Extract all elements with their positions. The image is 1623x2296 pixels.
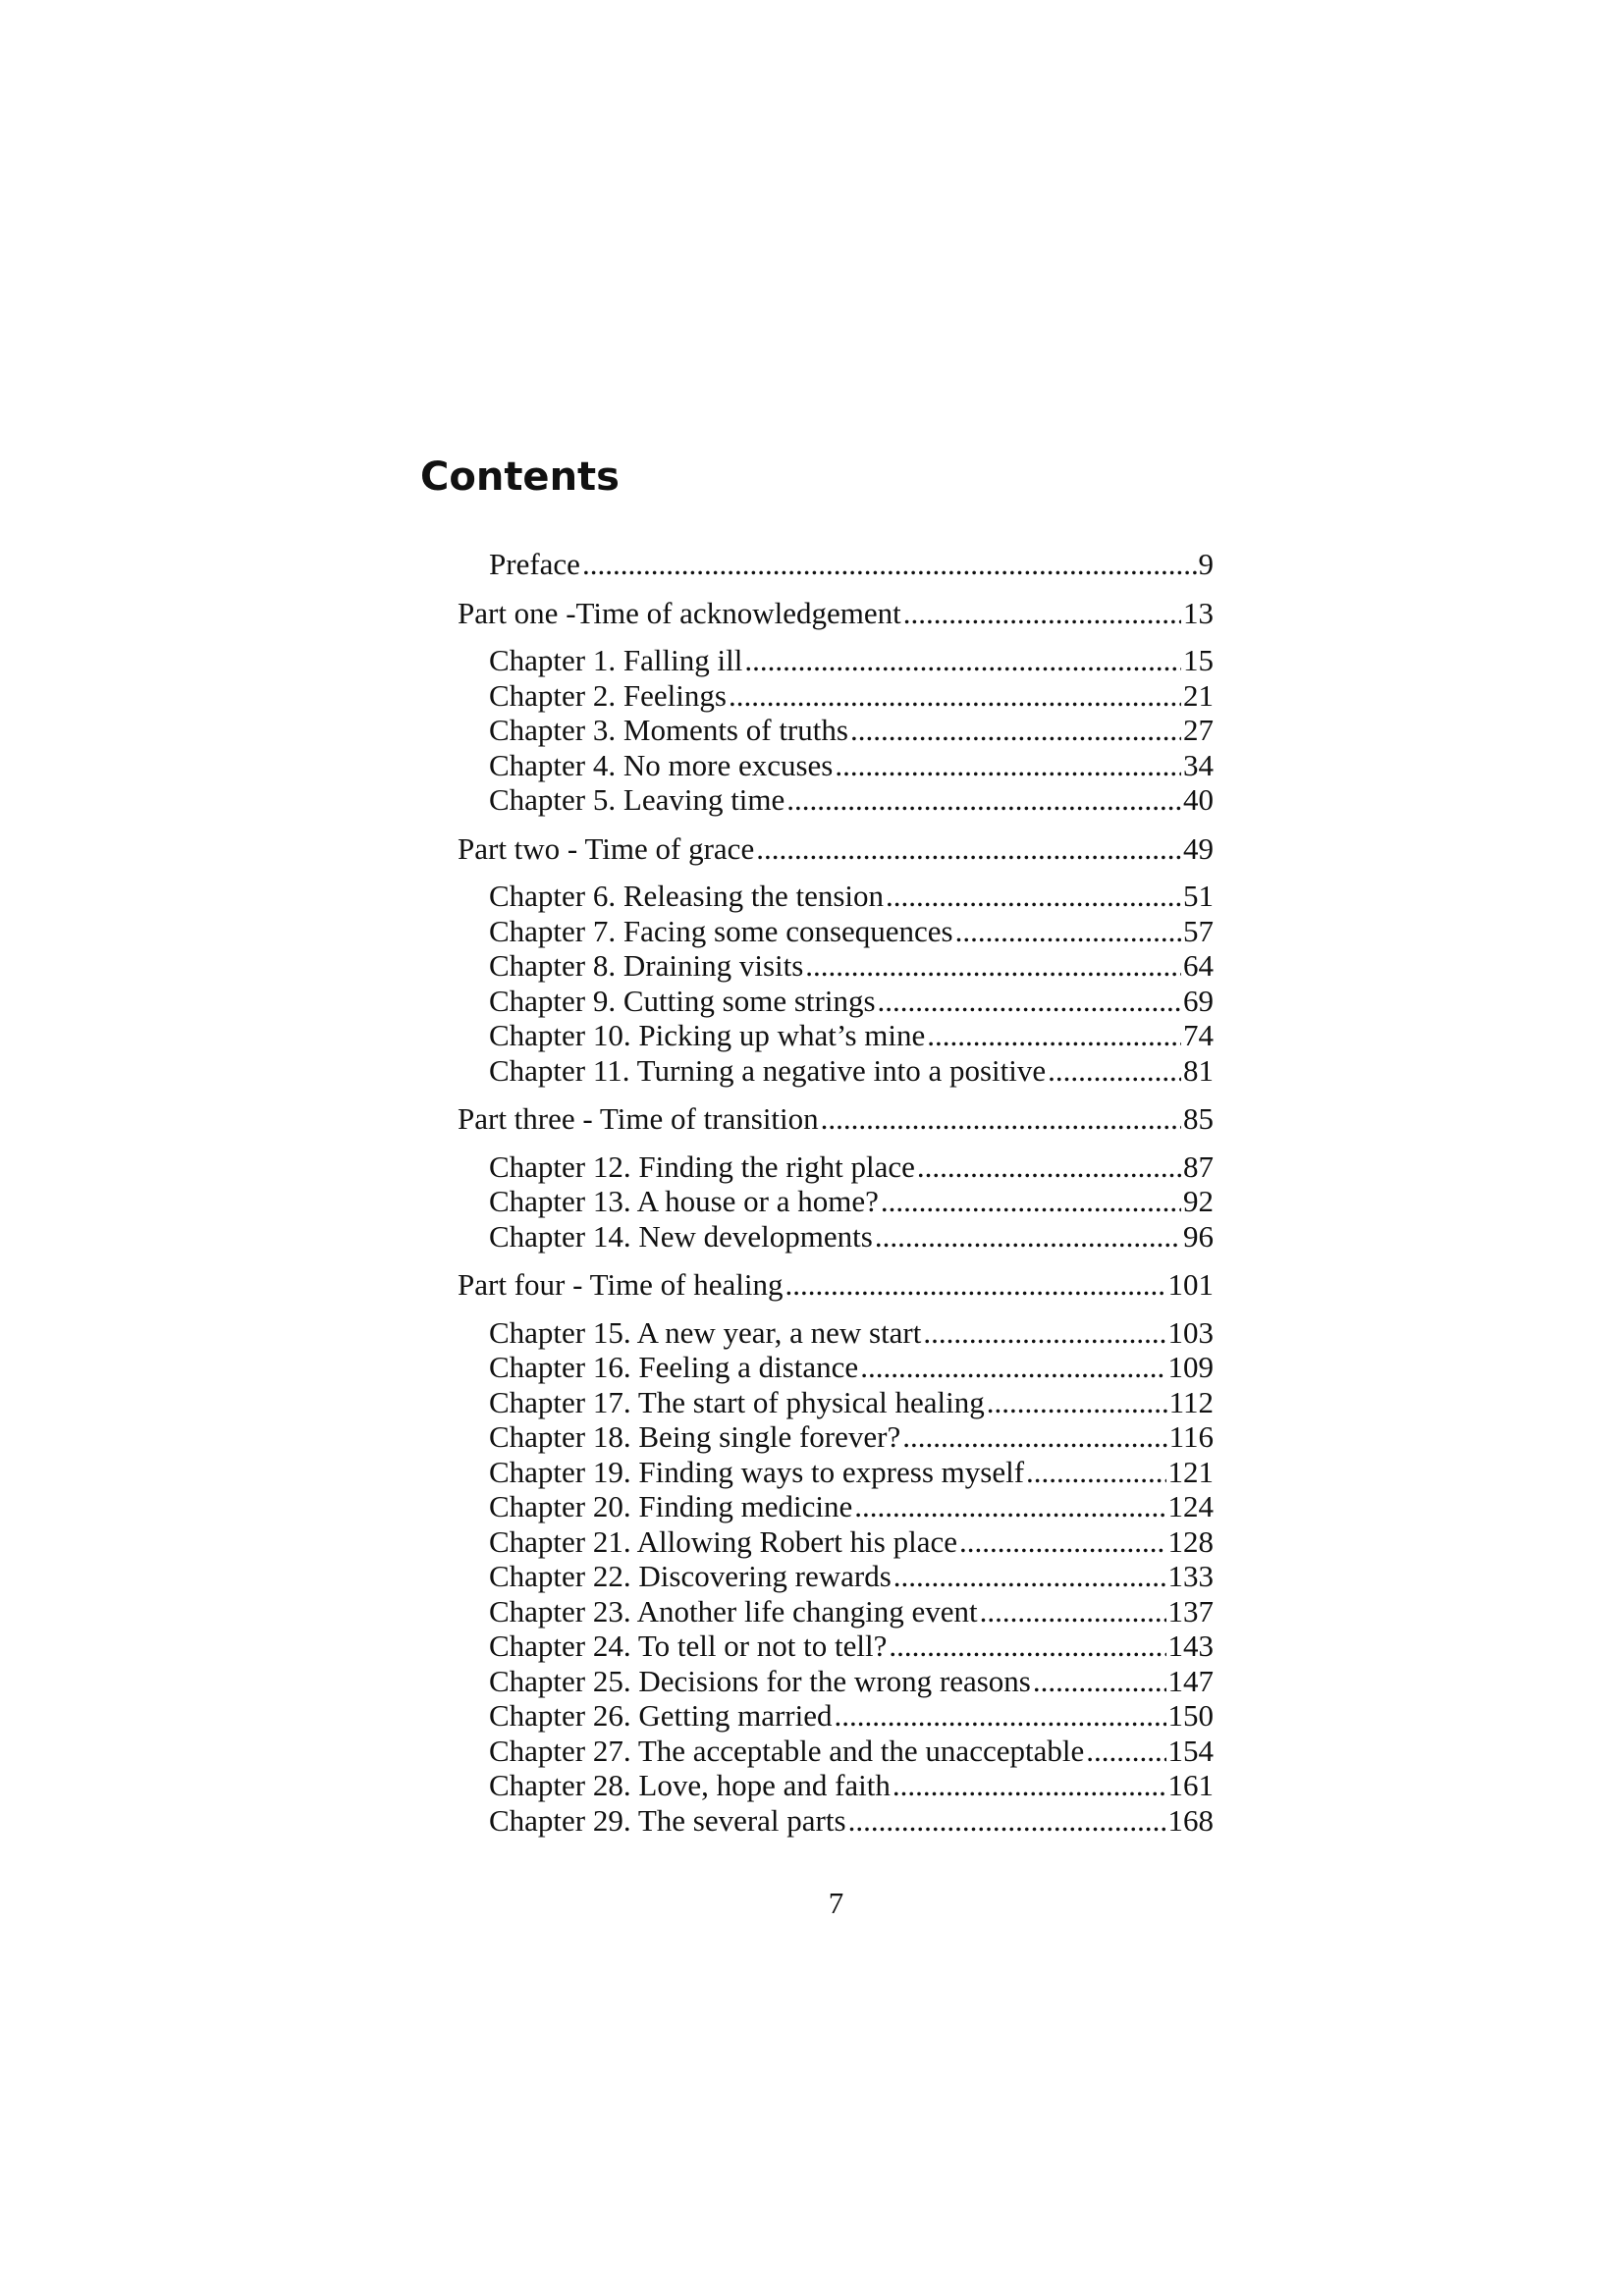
toc-chapter-page: 116	[1168, 1419, 1214, 1454]
dot-leader	[729, 678, 1181, 714]
toc-part-row	[458, 831, 1214, 867]
toc-chapter-row	[458, 1734, 1214, 1769]
dot-leader	[893, 1768, 1166, 1803]
toc-chapter-title: Chapter 27. The acceptable and the unacceptable	[489, 1733, 1085, 1768]
toc-chapter-title: Chapter 5. Leaving time	[489, 782, 785, 817]
table-of-contents	[458, 547, 1214, 1851]
toc-chapter-page: 21	[1183, 677, 1214, 713]
dot-leader	[881, 1184, 1181, 1219]
dot-leader	[835, 748, 1181, 783]
page-number: 7	[828, 1886, 844, 1920]
dot-leader	[1048, 1053, 1181, 1089]
dot-leader	[987, 1385, 1167, 1420]
dot-leader	[902, 1419, 1166, 1455]
dot-leader	[835, 1698, 1166, 1734]
toc-chapter-page: 27	[1183, 713, 1214, 747]
chapter-list	[458, 1149, 1214, 1255]
toc-part-title: Part four - Time of healing	[458, 1267, 784, 1302]
dot-leader	[927, 1018, 1181, 1053]
toc-chapter-page: 150	[1167, 1698, 1214, 1733]
toc-chapter-title: Chapter 1. Falling ill	[489, 643, 743, 677]
dot-leader	[854, 1489, 1165, 1524]
dot-leader	[785, 1267, 1166, 1303]
toc-chapter-page: 96	[1183, 1218, 1214, 1254]
toc-chapter-row	[458, 643, 1214, 678]
toc-chapter-row	[458, 1768, 1214, 1803]
toc-chapter-title: Chapter 14. New developments	[489, 1218, 873, 1254]
toc-entry-title: Preface	[489, 547, 580, 581]
toc-part-page: 101	[1167, 1267, 1214, 1302]
toc-chapter-page: 154	[1167, 1733, 1214, 1768]
dot-leader	[903, 596, 1181, 631]
toc-chapter-row	[458, 1455, 1214, 1490]
dot-leader	[860, 1350, 1165, 1385]
toc-chapter-title: Chapter 25. Decisions for the wrong reasons	[489, 1663, 1031, 1698]
toc-chapter-title: Chapter 4. No more excuses	[489, 747, 834, 782]
dot-leader	[821, 1101, 1181, 1137]
toc-chapter-page: 69	[1183, 983, 1214, 1018]
toc-chapter-title: Chapter 15. A new year, a new start	[489, 1314, 922, 1350]
toc-chapter-page: 133	[1167, 1559, 1214, 1593]
toc-chapter-row	[458, 1315, 1214, 1351]
toc-chapter-row	[458, 1489, 1214, 1524]
toc-chapter-row	[458, 782, 1214, 818]
toc-part-title: Part three - Time of transition	[458, 1101, 819, 1136]
dot-leader	[955, 914, 1181, 949]
dot-leader	[848, 1803, 1166, 1839]
toc-chapter-title: Chapter 22. Discovering rewards	[489, 1559, 892, 1593]
dot-leader	[875, 1219, 1181, 1255]
dot-leader	[850, 713, 1181, 748]
toc-part-title: Part two - Time of grace	[458, 830, 755, 866]
dot-leader	[886, 879, 1181, 914]
toc-chapter-page: 74	[1183, 1018, 1214, 1052]
toc-chapter-row	[458, 748, 1214, 783]
toc-chapter-row	[458, 1559, 1214, 1594]
toc-chapter-row	[458, 1594, 1214, 1629]
toc-part-row	[458, 1267, 1214, 1303]
toc-chapter-page: 109	[1167, 1350, 1214, 1384]
toc-chapter-row	[458, 1219, 1214, 1255]
toc-part-page: 49	[1183, 830, 1214, 866]
toc-chapter-row	[458, 678, 1214, 714]
toc-part	[458, 596, 1214, 818]
toc-chapter-page: 81	[1183, 1052, 1214, 1088]
chapter-list	[458, 643, 1214, 818]
toc-part-page: 13	[1183, 595, 1214, 630]
toc-chapter-row	[458, 1698, 1214, 1734]
toc-chapter-title: Chapter 10. Picking up what’s mine	[489, 1018, 926, 1052]
dot-leader	[923, 1315, 1165, 1351]
toc-part-row	[458, 1101, 1214, 1137]
toc-chapter-title: Chapter 28. Love, hope and faith	[489, 1768, 891, 1802]
dot-leader	[959, 1524, 1166, 1560]
dot-leader	[744, 643, 1181, 678]
toc-chapter-title: Chapter 23. Another life changing event	[489, 1593, 978, 1629]
toc-chapter-row	[458, 914, 1214, 949]
toc-chapter-row	[458, 1149, 1214, 1185]
toc-chapter-title: Chapter 16. Feeling a distance	[489, 1350, 859, 1384]
toc-chapter-page: 168	[1167, 1802, 1214, 1838]
toc-chapter-title: Chapter 29. The several parts	[489, 1802, 846, 1838]
dot-leader	[1086, 1734, 1165, 1769]
toc-chapter-title: Chapter 3. Moments of truths	[489, 713, 848, 747]
toc-chapter-title: Chapter 18. Being single forever?	[489, 1419, 901, 1454]
toc-chapter-page: 92	[1183, 1184, 1214, 1218]
toc-part-title: Part one -Time of acknowledgement	[458, 595, 901, 630]
toc-chapter-row	[458, 1350, 1214, 1385]
toc-chapter-title: Chapter 26. Getting married	[489, 1698, 833, 1733]
toc-chapter-page: 112	[1168, 1384, 1214, 1419]
toc-chapter-title: Chapter 11. Turning a negative into a positive	[489, 1052, 1047, 1088]
dot-leader	[980, 1594, 1166, 1629]
toc-chapter-page: 137	[1167, 1593, 1214, 1629]
toc-part	[458, 1267, 1214, 1838]
toc-chapter-row	[458, 1524, 1214, 1560]
dot-leader	[786, 782, 1181, 818]
toc-chapter-page: 87	[1183, 1148, 1214, 1184]
dot-leader	[805, 948, 1181, 984]
toc-chapter-row	[458, 1053, 1214, 1089]
toc-chapter-row	[458, 1018, 1214, 1053]
toc-chapter-page: 121	[1167, 1454, 1214, 1489]
chapter-list	[458, 1315, 1214, 1839]
toc-chapter-row	[458, 984, 1214, 1019]
toc-part-page: 85	[1183, 1101, 1214, 1136]
toc-chapter-row	[458, 1629, 1214, 1664]
toc-chapter-title: Chapter 8. Draining visits	[489, 948, 804, 983]
toc-chapter-title: Chapter 12. Finding the right place	[489, 1148, 915, 1184]
toc-chapter-row	[458, 1184, 1214, 1219]
toc-chapter-page: 161	[1167, 1768, 1214, 1802]
toc-chapter-row	[458, 948, 1214, 984]
toc-chapter-title: Chapter 9. Cutting some strings	[489, 983, 876, 1018]
toc-chapter-title: Chapter 24. To tell or not to tell?	[489, 1629, 888, 1663]
dot-leader	[582, 547, 1197, 582]
toc-part	[458, 831, 1214, 1089]
toc-chapter-title: Chapter 20. Finding medicine	[489, 1489, 853, 1523]
toc-chapter-row	[458, 1664, 1214, 1699]
toc-chapter-page: 57	[1183, 913, 1214, 948]
toc-chapter-page: 103	[1167, 1314, 1214, 1350]
toc-chapter-page: 147	[1167, 1663, 1214, 1698]
toc-chapter-page: 124	[1167, 1489, 1214, 1523]
toc-part-row	[458, 596, 1214, 631]
dot-leader	[878, 984, 1181, 1019]
toc-chapter-title: Chapter 2. Feelings	[489, 677, 727, 713]
toc-chapter-title: Chapter 17. The start of physical healing	[489, 1384, 985, 1419]
toc-chapter-title: Chapter 19. Finding ways to express myself	[489, 1454, 1025, 1489]
toc-chapter-title: Chapter 21. Allowing Robert his place	[489, 1523, 957, 1559]
page-title: Contents	[420, 454, 620, 500]
toc-chapter-page: 15	[1183, 643, 1214, 677]
dot-leader	[1033, 1664, 1166, 1699]
toc-chapter-page: 128	[1167, 1523, 1214, 1559]
toc-chapter-page: 64	[1183, 948, 1214, 983]
toc-chapter-title: Chapter 6. Releasing the tension	[489, 879, 885, 913]
dot-leader	[893, 1559, 1166, 1594]
toc-preface-entry	[458, 547, 1214, 582]
toc-chapter-page: 40	[1183, 782, 1214, 817]
toc-chapter-row	[458, 713, 1214, 748]
toc-chapter-page: 51	[1183, 879, 1214, 913]
dot-leader	[917, 1149, 1181, 1185]
toc-chapter-title: Chapter 13. A house or a home?	[489, 1184, 879, 1218]
toc-chapter-page: 143	[1167, 1629, 1214, 1663]
toc-chapter-row	[458, 879, 1214, 914]
toc-chapter-row	[458, 1385, 1214, 1420]
toc-chapter-page: 34	[1183, 747, 1214, 782]
toc-part	[458, 1101, 1214, 1254]
chapter-list	[458, 879, 1214, 1088]
dot-leader	[756, 831, 1181, 867]
toc-entry-page: 9	[1198, 547, 1214, 581]
dot-leader	[889, 1629, 1165, 1664]
toc-chapter-row	[458, 1419, 1214, 1455]
toc-chapter-row	[458, 1803, 1214, 1839]
toc-chapter-title: Chapter 7. Facing some consequences	[489, 913, 953, 948]
dot-leader	[1026, 1455, 1165, 1490]
toc-row	[458, 547, 1214, 582]
